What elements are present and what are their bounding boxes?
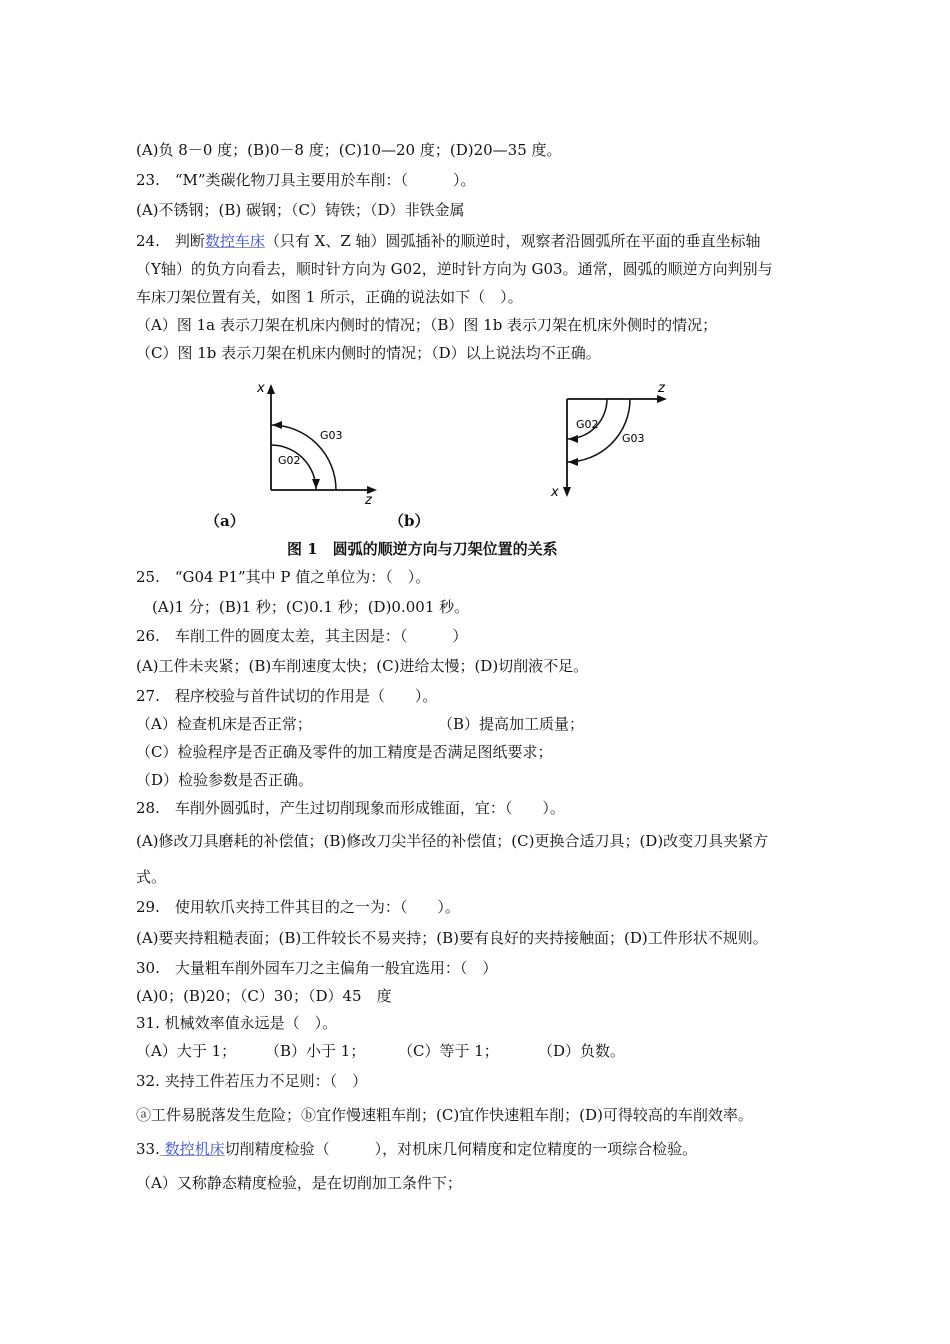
q33-text: 切削精度检验（ ），对机床几何精度和定位精度的一项综合检验。 (224, 1140, 698, 1158)
q24-question-line3: 车床刀架位置有关，如图 1 所示，正确的说法如下（ ）。 (136, 288, 523, 306)
q32-question: 32. 夹持工件若压力不足则：（ ） (136, 1072, 368, 1090)
q27-option-a: （A）检查机床是否正常； (136, 715, 312, 733)
q27-question: 27. 程序校验与首件试切的作用是（ ）。 (136, 687, 438, 705)
fig-b-x-label: x (551, 485, 559, 500)
q23-question: 23. “M”类碳化物刀具主要用於车削：（ ）。 (136, 171, 476, 189)
q30-options: (A)0；(B)20；（C）30；（D）45 度 (136, 987, 392, 1005)
q28-options: (A)修改刀具磨耗的补偿值；(B)修改刀尖半径的补偿值；(C)更换合适刀具；(D)改变刀具夹紧方 (136, 832, 769, 850)
fig-a-z-label: z (365, 493, 372, 508)
q24-question-line1 (136, 231, 761, 251)
q31-option-a: （A）大于 1； (136, 1042, 237, 1060)
q27-option-c: （C）检验程序是否正确及零件的加工精度是否满足图纸要求； (136, 743, 553, 761)
figure-label-b: （b） (389, 512, 430, 530)
q30-question: 30. 大量粗车削外园车刀之主偏角一般宜选用：（ ） (136, 959, 498, 977)
q25-question: 25. “G04 P1”其中 P 值之单位为：（ ）。 (136, 568, 431, 586)
q32-options: ⓐ工件易脱落发生危险；ⓑ宜作慢速粗车削；(C)宜作快速粗车削；(D)可得较高的车削效率。 (136, 1106, 753, 1124)
q31-option-b: （B）小于 1； (265, 1042, 366, 1060)
q24-number: 24. 判断 (136, 232, 205, 250)
q24-options-cd: （C）图 1b 表示刀架在机床内侧时的情况；（D）以上说法均不正确。 (136, 344, 601, 362)
q33-option-a: （A）又称静态精度检验，是在切削加工条件下； (136, 1174, 462, 1192)
fig-b-g03-label: G03 (622, 432, 645, 445)
q33-number: 33. (136, 1140, 160, 1158)
cnc-machine-link[interactable] (160, 1140, 225, 1158)
q24-question-line2: （Y轴）的负方向看去，顺时针方向为 G02，逆时针方向为 G03。通常，圆弧的顺逆方向判别与 (136, 260, 773, 278)
q24-options-ab: （A）图 1a 表示刀架在机床内侧时的情况；（B）图 1b 表示刀架在机床外侧时的情况； (136, 316, 718, 334)
cnc-machine-link-text: 数控机床 (164, 1140, 225, 1158)
q31-question: 31. 机械效率值永远是（ ）。 (136, 1014, 338, 1032)
q29-question: 29. 使用软爪夹持工件其目的之一为：（ ）。 (136, 898, 460, 916)
q31-option-d: （D）负数。 (538, 1042, 626, 1060)
q24-text: （只有 X、Z 轴）圆弧插补的顺逆时，观察者沿圆弧所在平面的垂直坐标轴 (264, 232, 761, 250)
q27-option-d: （D）检验参数是否正确。 (136, 771, 314, 789)
fig-a-g03-label: G03 (320, 429, 343, 442)
figure-caption: 图 1 圆弧的顺逆方向与刀架位置的关系 (287, 540, 558, 558)
q29-options: (A)要夹持粗糙表面；(B)工件较长不易夹持；(B)要有良好的夹持接触面；(D)工件形状不规则。 (136, 929, 768, 947)
q28-options-cont: 式。 (136, 868, 167, 886)
fig-a-g02-label: G02 (278, 454, 301, 467)
fig-b-z-label: z (658, 381, 665, 396)
q33-question (136, 1139, 697, 1159)
fig-a-x-label: x (257, 381, 265, 396)
q27-option-b: （B）提高加工质量； (438, 715, 585, 733)
figure-1b-diagram (546, 378, 680, 504)
q22-options: (A)负 8－0 度；(B)0－8 度；(C)10—20 度；(D)20—35 度。 (136, 141, 562, 159)
q25-options: (A)1 分；(B)1 秒；(C)0.1 秒；(D)0.001 秒。 (152, 598, 470, 616)
fig-b-g02-label: G02 (576, 418, 599, 431)
q23-options: (A)不锈钢；(B) 碳钢；（C）铸铁；（D）非铁金属 (136, 201, 465, 219)
figure-1a-diagram (240, 378, 390, 508)
q26-options: (A)工件未夹紧；(B)车削速度太快；(C)进给太慢；(D)切削液不足。 (136, 657, 589, 675)
q28-question: 28. 车削外圆弧时，产生过切削现象而形成锥面，宜：（ ）。 (136, 799, 565, 817)
q31-option-c: （C）等于 1； (398, 1042, 499, 1060)
cnc-lathe-link[interactable]: 数控车床 (204, 232, 265, 250)
figure-label-a: （a） (205, 512, 245, 530)
q26-question: 26. 车削工件的圆度太差，其主因是：（ ） (136, 627, 468, 645)
